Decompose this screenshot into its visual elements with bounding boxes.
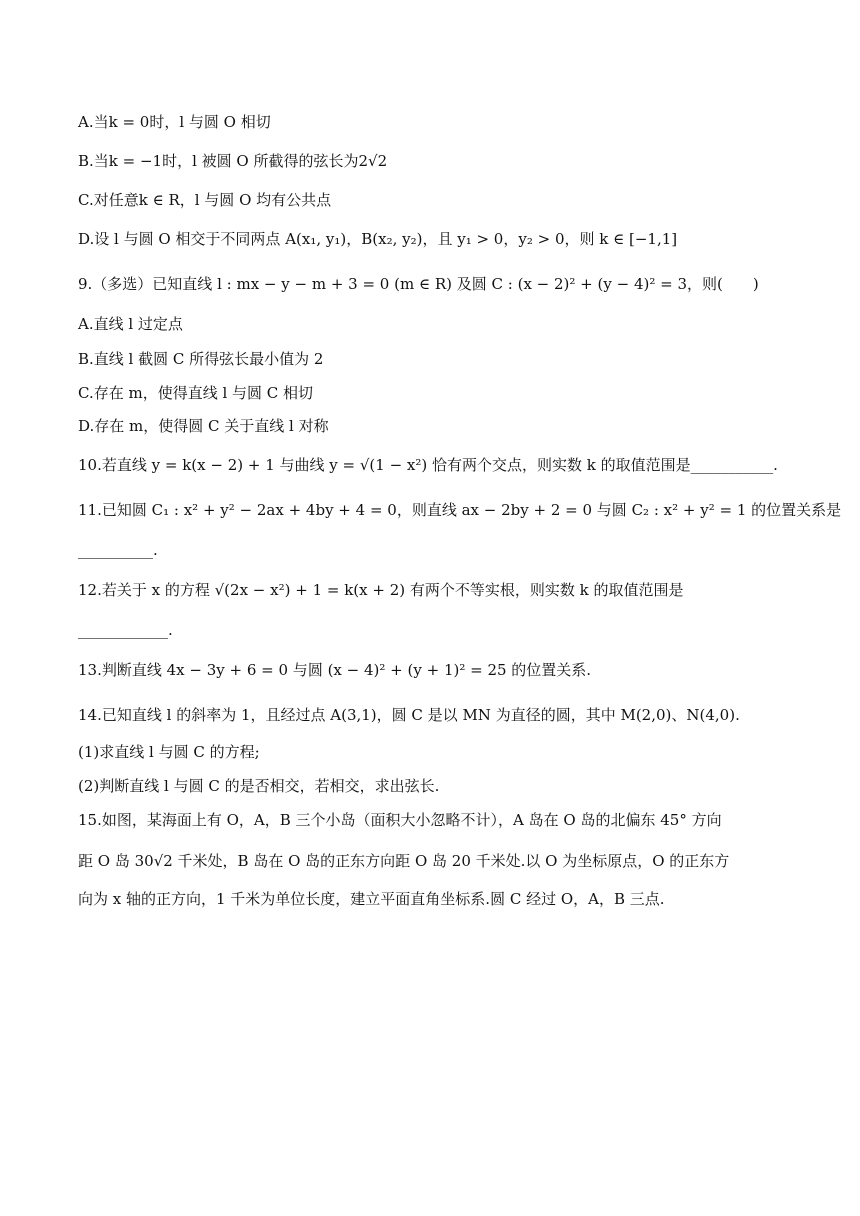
q8-option-a: A.当k = 0时，l 与圆 O 相切 [78,113,271,131]
q12-stem: 12.若关于 x 的方程 √(2x − x²) + 1 = k(x + 2) 有两个不等实根，则实数 k 的取值范围是 [78,581,684,599]
q8-option-d: D.设 l 与圆 O 相交于不同两点 A(x₁, y₁)，B(x₂, y₂)，且 y₁ > 0，y₂ > 0，则 k ∈ [−1,1] [78,230,678,248]
q13-stem: 13.判断直线 4x − 3y + 6 = 0 与圆 (x − 4)² + (y + 1)² = 25 的位置关系. [78,661,592,679]
q8-option-b: B.当k = −1时，l 被圆 O 所截得的弦长为2√2 [78,152,388,170]
q14-stem: 14.已知直线 l 的斜率为 1，且经过点 A(3,1)，圆 C 是以 MN 为直径的圆，其中 M(2,0)、N(4,0). [78,706,740,724]
q15-stem-line-3: 向为 x 轴的正方向，1 千米为单位长度，建立平面直角坐标系.圆 C 经过 O，A，B 三点. [78,890,665,908]
q9-option-a: A.直线 l 过定点 [78,315,183,333]
q9-option-c: C.存在 m，使得直线 l 与圆 C 相切 [78,384,314,402]
q10-stem: 10.若直线 y = k(x − 2) + 1 与曲线 y = √(1 − x²) 恰有两个交点，则实数 k 的取值范围是___________. [78,456,778,474]
q9-option-b: B.直线 l 截圆 C 所得弦长最小值为 2 [78,350,324,368]
q9-option-d: D.存在 m，使得圆 C 关于直线 l 对称 [78,417,329,435]
q15-stem-line-2: 距 O 岛 30√2 千米处，B 岛在 O 岛的正东方向距 O 岛 20 千米处.以 O 为坐标原点，O 的正东方 [78,852,730,870]
q9-stem: 9.（多选）已知直线 l : mx − y − m + 3 = 0 (m ∈ R) 及圆 C : (x − 2)² + (y − 4)² = 3，则( ) [78,275,759,293]
q14-part-2: (2)判断直线 l 与圆 C 的是否相交，若相交，求出弦长. [78,777,440,795]
q8-option-c: C.对任意k ∈ R，l 与圆 O 均有公共点 [78,191,332,209]
q11-blank: __________. [78,541,158,559]
q14-part-1: (1)求直线 l 与圆 C 的方程; [78,743,260,761]
q11-stem: 11.已知圆 C₁ : x² + y² − 2ax + 4by + 4 = 0，则直线 ax − 2by + 2 = 0 与圆 C₂ : x² + y² = 1 的位置关系是 [78,501,842,519]
q12-blank: ____________. [78,621,173,639]
q15-stem-line-1: 15.如图，某海面上有 O，A，B 三个小岛（面积大小忽略不计），A 岛在 O 岛的北偏东 45° 方向 [78,811,722,829]
